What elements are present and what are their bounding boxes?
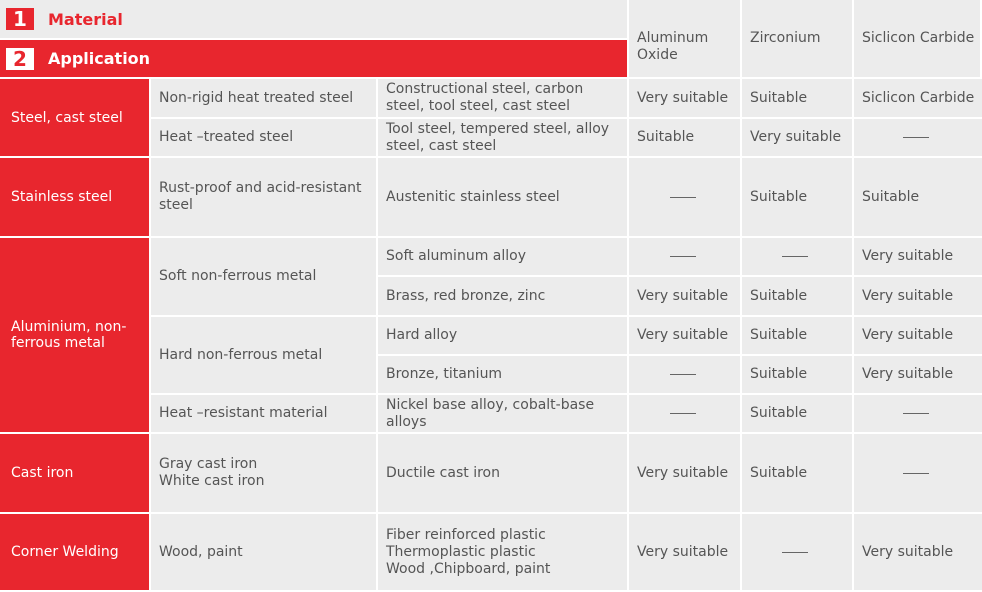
zirconium-cell: [742, 356, 852, 393]
subgroup-label-text: Non-rigid heat treated steel: [159, 89, 354, 106]
subgroup-label-text: Wood, paint: [159, 543, 243, 560]
aluminum-oxide-cell-text: Very suitable: [637, 327, 729, 343]
aluminum-oxide-cell: [629, 395, 740, 432]
examples-cell-text: Fiber reinforced plastic Thermoplastic plastic Wood ,Chipboard, paint: [386, 526, 551, 577]
examples-cell-text: Hard alloy: [386, 327, 458, 343]
aluminum-oxide-cell: [629, 317, 740, 354]
aluminum-oxide-cell: [629, 277, 740, 315]
zirconium-cell-text: [782, 256, 808, 257]
examples-cell: [378, 395, 627, 432]
zirconium-cell-text: Suitable: [750, 327, 808, 343]
silicon-carbide-cell: [854, 434, 982, 512]
zirconium-cell: [742, 514, 852, 590]
subgroup-label: [151, 158, 376, 236]
column-header: [742, 0, 852, 77]
examples-cell: [378, 79, 627, 117]
aluminum-oxide-cell: [629, 238, 740, 275]
silicon-carbide-cell: [854, 119, 982, 156]
group-label: [0, 514, 149, 590]
examples-cell-text: Ductile cast iron: [386, 464, 500, 481]
silicon-carbide-cell: [854, 317, 982, 354]
silicon-carbide-cell: [854, 277, 982, 315]
material-label: Material: [48, 9, 123, 29]
examples-cell-text: Austenitic stainless steel: [386, 188, 560, 205]
silicon-carbide-cell-text: [903, 413, 929, 414]
group-label-text: Cast iron: [11, 465, 74, 481]
group-label: [0, 79, 149, 156]
aluminum-oxide-cell: [629, 514, 740, 590]
aluminum-oxide-cell-text: Very suitable: [637, 543, 729, 560]
silicon-carbide-cell-text: Very suitable: [862, 287, 954, 304]
silicon-carbide-cell: [854, 238, 982, 275]
silicon-carbide-cell-text: Very suitable: [862, 366, 954, 382]
zirconium-cell: [742, 277, 852, 315]
examples-cell: [378, 434, 627, 512]
zirconium-cell: [742, 395, 852, 432]
examples-cell-text: Nickel base alloy, cobalt-base alloys: [386, 396, 595, 430]
group-label-text: Steel, cast steel: [11, 109, 123, 126]
zirconium-cell: [742, 158, 852, 236]
silicon-carbide-cell: [854, 158, 982, 236]
zirconium-cell-text: Suitable: [750, 89, 808, 106]
subgroup-label-text: Hard non-ferrous metal: [159, 346, 323, 363]
silicon-carbide-cell-text: [903, 137, 929, 138]
examples-cell-text: Constructional steel, carbon steel, tool steel, cast steel: [386, 81, 584, 114]
examples-cell: [378, 238, 627, 275]
aluminum-oxide-cell: [629, 158, 740, 236]
silicon-carbide-cell-text: Siclicon Carbide: [862, 89, 975, 106]
group-label-text: Corner Welding: [11, 544, 119, 560]
zirconium-cell-text: Suitable: [750, 366, 808, 382]
application-number-icon: 2: [6, 48, 34, 70]
zirconium-cell-text: Suitable: [750, 287, 808, 304]
zirconium-cell: [742, 79, 852, 117]
group-label: [0, 434, 149, 512]
zirconium-cell: [742, 434, 852, 512]
zirconium-cell-text: Very suitable: [750, 129, 842, 145]
examples-cell: [378, 277, 627, 315]
examples-cell: [378, 514, 627, 590]
application-label: Application: [48, 49, 151, 68]
subgroup-label-text: Soft non-ferrous metal: [159, 268, 317, 284]
examples-cell-text: Bronze, titanium: [386, 366, 503, 382]
examples-cell: [378, 317, 627, 354]
zirconium-cell-text: [782, 552, 808, 553]
group-label-text: Aluminium, non-ferrous metal: [11, 319, 127, 351]
aluminum-oxide-cell: [629, 79, 740, 117]
group-label: [0, 158, 149, 236]
aluminum-oxide-cell-text: [670, 413, 696, 414]
column-header-text: Siclicon Carbide: [862, 30, 975, 46]
silicon-carbide-cell-text: Very suitable: [862, 543, 954, 560]
silicon-carbide-cell-text: Very suitable: [862, 248, 954, 264]
subgroup-label: [151, 79, 376, 117]
silicon-carbide-cell: [854, 79, 982, 117]
examples-cell: [378, 119, 627, 156]
subgroup-label: [151, 119, 376, 156]
column-header: [854, 0, 980, 77]
subgroup-label-text: Heat –treated steel: [159, 129, 294, 145]
subgroup-label-text: Gray cast iron White cast iron: [159, 456, 265, 489]
zirconium-cell-text: Suitable: [750, 405, 808, 421]
zirconium-cell-text: Suitable: [750, 188, 808, 205]
aluminum-oxide-cell-text: Very suitable: [637, 89, 729, 106]
material-number-icon: 1: [6, 8, 34, 30]
material-header: [0, 0, 627, 38]
silicon-carbide-cell: [854, 514, 982, 590]
column-header: [629, 0, 740, 77]
examples-cell: [378, 158, 627, 236]
subgroup-label: [151, 514, 376, 590]
aluminum-oxide-cell-text: Very suitable: [637, 287, 729, 304]
examples-cell-text: Brass, red bronze, zinc: [386, 287, 546, 304]
aluminum-oxide-cell: [629, 356, 740, 393]
zirconium-cell: [742, 317, 852, 354]
silicon-carbide-cell-text: Very suitable: [862, 327, 954, 343]
subgroup-label: [151, 317, 376, 393]
aluminum-oxide-cell: [629, 119, 740, 156]
aluminum-oxide-cell-text: [670, 197, 696, 198]
group-label-text: Stainless steel: [11, 189, 113, 205]
aluminum-oxide-cell-text: Very suitable: [637, 464, 729, 481]
column-header-text: Aluminum Oxide: [637, 30, 709, 63]
group-label: [0, 238, 149, 432]
aluminum-oxide-cell: [629, 434, 740, 512]
zirconium-cell-text: Suitable: [750, 464, 808, 481]
subgroup-label: [151, 434, 376, 512]
aluminum-oxide-cell-text: [670, 374, 696, 375]
zirconium-cell: [742, 119, 852, 156]
silicon-carbide-cell-text: Suitable: [862, 188, 920, 205]
subgroup-label: [151, 395, 376, 432]
subgroup-label: [151, 238, 376, 315]
silicon-carbide-cell: [854, 395, 982, 432]
aluminum-oxide-cell-text: Suitable: [637, 129, 695, 145]
silicon-carbide-cell: [854, 356, 982, 393]
subgroup-label-text: Heat –resistant material: [159, 405, 328, 421]
examples-cell-text: Tool steel, tempered steel, alloy steel, cast steel: [386, 120, 610, 154]
silicon-carbide-cell-text: [903, 473, 929, 474]
column-header-text: Zirconium: [750, 30, 821, 46]
examples-cell-text: Soft aluminum alloy: [386, 248, 526, 264]
application-header: [0, 40, 627, 77]
aluminum-oxide-cell-text: [670, 256, 696, 257]
examples-cell: [378, 356, 627, 393]
subgroup-label-text: Rust-proof and acid-resistant steel: [159, 180, 362, 213]
zirconium-cell: [742, 238, 852, 275]
